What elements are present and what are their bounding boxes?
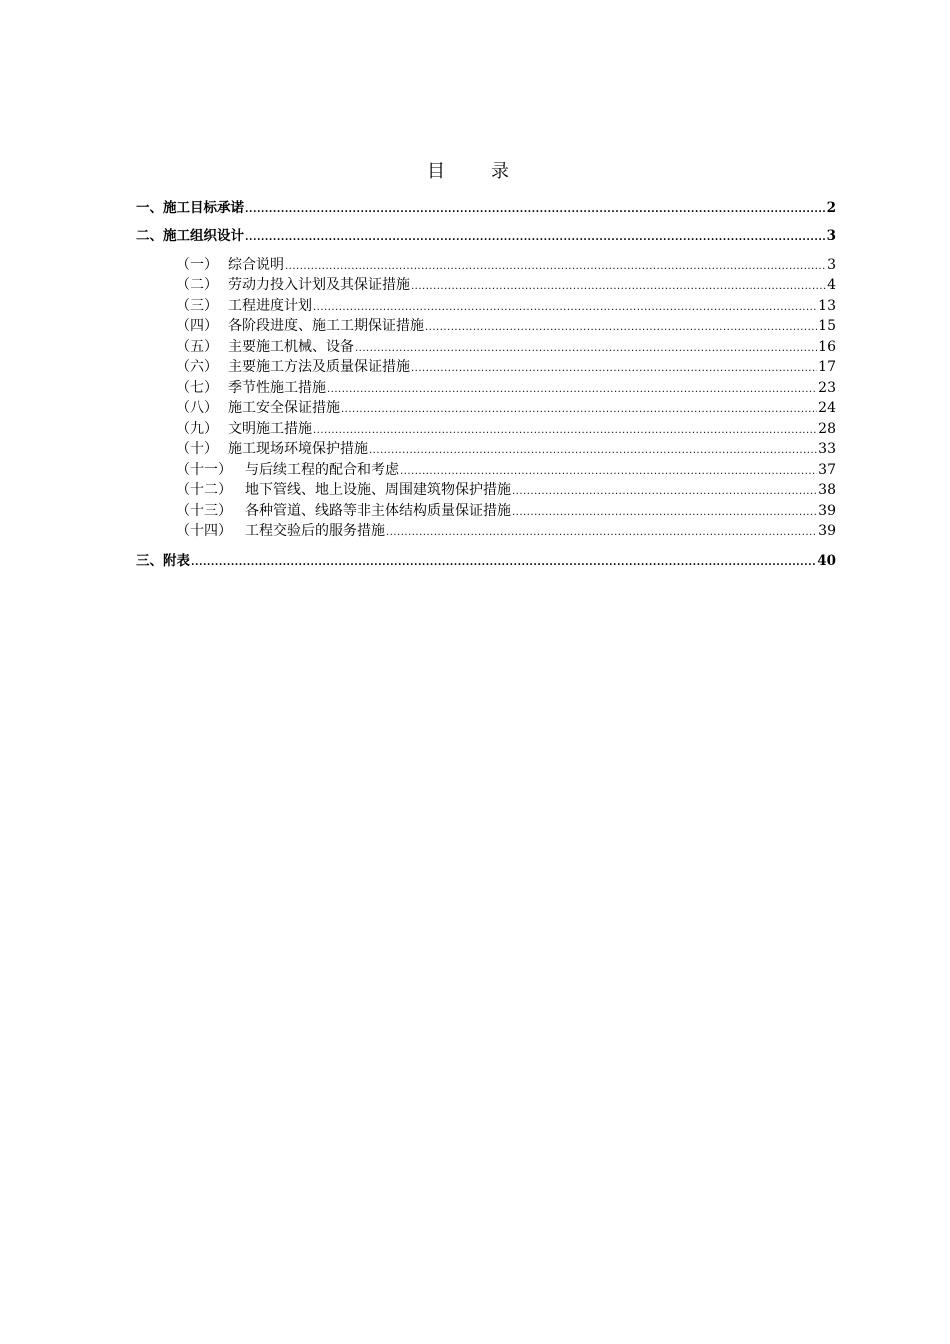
toc-dot-leader bbox=[355, 340, 817, 358]
toc-entry-page: 13 bbox=[818, 298, 836, 314]
toc-entry-number: （十四） bbox=[176, 523, 232, 539]
toc-dot-leader bbox=[341, 401, 817, 419]
toc-entry-number: （一） bbox=[176, 257, 218, 273]
toc-entry[interactable] bbox=[136, 199, 836, 217]
toc-entry[interactable] bbox=[176, 276, 836, 294]
toc-dot-leader bbox=[245, 229, 826, 247]
toc-entry-number: （二） bbox=[176, 277, 218, 293]
toc-dot-leader bbox=[245, 201, 826, 219]
toc-entry-page: 40 bbox=[817, 553, 836, 569]
toc-entry-page: 23 bbox=[818, 380, 836, 396]
toc-entry-number: （三） bbox=[176, 298, 218, 314]
toc-dot-leader bbox=[285, 258, 826, 276]
toc-entry-number: （四） bbox=[176, 318, 218, 334]
toc-entry-text: 劳动力投入计划及其保证措施 bbox=[228, 277, 410, 293]
toc-dot-leader bbox=[512, 504, 817, 522]
toc-dot-leader bbox=[191, 554, 816, 572]
toc-entry-text: 综合说明 bbox=[228, 257, 284, 273]
toc-dot-leader bbox=[411, 360, 817, 378]
toc-entry-text: 施工现场环境保护措施 bbox=[228, 441, 368, 457]
toc-entry-number: （八） bbox=[176, 400, 218, 416]
toc-entry-page: 17 bbox=[818, 359, 836, 375]
toc-entry-page: 4 bbox=[827, 277, 836, 293]
toc-entry[interactable] bbox=[176, 522, 836, 540]
toc-entry-page: 39 bbox=[818, 523, 836, 539]
toc-dot-leader bbox=[425, 319, 817, 337]
toc-entry-number: （九） bbox=[176, 421, 218, 437]
toc-entry-text: 季节性施工措施 bbox=[228, 380, 326, 396]
toc-entry-page: 33 bbox=[818, 441, 836, 457]
toc-entry-page: 39 bbox=[818, 503, 836, 519]
toc-entry-text: 施工组织设计 bbox=[163, 228, 244, 244]
toc-entry-text: 地下管线、地上设施、周围建筑物保护措施 bbox=[245, 482, 511, 498]
toc-entry-page: 38 bbox=[818, 482, 836, 498]
toc-entry[interactable] bbox=[176, 379, 836, 397]
toc-entry-number: （七） bbox=[176, 380, 218, 396]
toc-entry[interactable] bbox=[176, 502, 836, 520]
toc-entry-text: 各阶段进度、施工工期保证措施 bbox=[228, 318, 424, 334]
toc-dot-leader bbox=[411, 278, 826, 296]
toc-entry[interactable] bbox=[176, 297, 836, 315]
toc-entry-number: （五） bbox=[176, 339, 218, 355]
toc-entry-page: 3 bbox=[827, 257, 836, 273]
toc-entry-number: 三、 bbox=[136, 553, 163, 569]
toc-entry-text: 各种管道、线路等非主体结构质量保证措施 bbox=[245, 503, 511, 519]
toc-dot-leader bbox=[313, 422, 817, 440]
toc-entry-page: 24 bbox=[818, 400, 836, 416]
toc-dot-leader bbox=[386, 524, 817, 542]
toc-entry-text: 工程交验后的服务措施 bbox=[245, 523, 385, 539]
toc-entry-text: 主要施工机械、设备 bbox=[228, 339, 354, 355]
toc-entry[interactable] bbox=[176, 420, 836, 438]
toc-dot-leader bbox=[369, 442, 817, 460]
toc-entry-page: 28 bbox=[818, 421, 836, 437]
toc-dot-leader bbox=[400, 463, 817, 481]
toc-entry-text: 施工目标承诺 bbox=[163, 200, 244, 216]
toc-entry[interactable] bbox=[136, 227, 836, 245]
toc-entry[interactable] bbox=[176, 358, 836, 376]
toc-dot-leader bbox=[313, 299, 817, 317]
toc-entry-text: 附表 bbox=[163, 553, 190, 569]
toc-entry-number: （十二） bbox=[176, 482, 232, 498]
toc-entry[interactable] bbox=[176, 461, 836, 479]
toc-entry-page: 3 bbox=[826, 228, 836, 244]
toc-entry[interactable] bbox=[136, 552, 836, 570]
toc-entry-page: 15 bbox=[818, 318, 836, 334]
toc-entry-text: 与后续工程的配合和考虑 bbox=[245, 462, 399, 478]
toc-entry[interactable] bbox=[176, 338, 836, 356]
toc-entry-page: 2 bbox=[826, 200, 836, 216]
toc-title: 目 录 bbox=[427, 161, 523, 182]
toc-entry-text: 主要施工方法及质量保证措施 bbox=[228, 359, 410, 375]
toc-entry[interactable] bbox=[176, 481, 836, 499]
toc-dot-leader bbox=[327, 381, 817, 399]
toc-entry-text: 施工安全保证措施 bbox=[228, 400, 340, 416]
toc-dot-leader bbox=[512, 483, 817, 501]
toc-entry[interactable] bbox=[176, 317, 836, 335]
toc-entry-page: 16 bbox=[818, 339, 836, 355]
toc-entry-number: （十） bbox=[176, 441, 218, 457]
toc-entry[interactable] bbox=[176, 399, 836, 417]
toc-entry-number: （六） bbox=[176, 359, 218, 375]
toc-entry-text: 工程进度计划 bbox=[228, 298, 312, 314]
toc-entry-number: 一、 bbox=[136, 200, 163, 216]
toc-entry-page: 37 bbox=[818, 462, 836, 478]
toc-entry[interactable] bbox=[176, 440, 836, 458]
toc-entry-text: 文明施工措施 bbox=[228, 421, 312, 437]
toc-entry[interactable] bbox=[176, 256, 836, 274]
toc-entry-number: 二、 bbox=[136, 228, 163, 244]
toc-entry-number: （十三） bbox=[176, 503, 232, 519]
toc-entry-number: （十一） bbox=[176, 462, 232, 478]
